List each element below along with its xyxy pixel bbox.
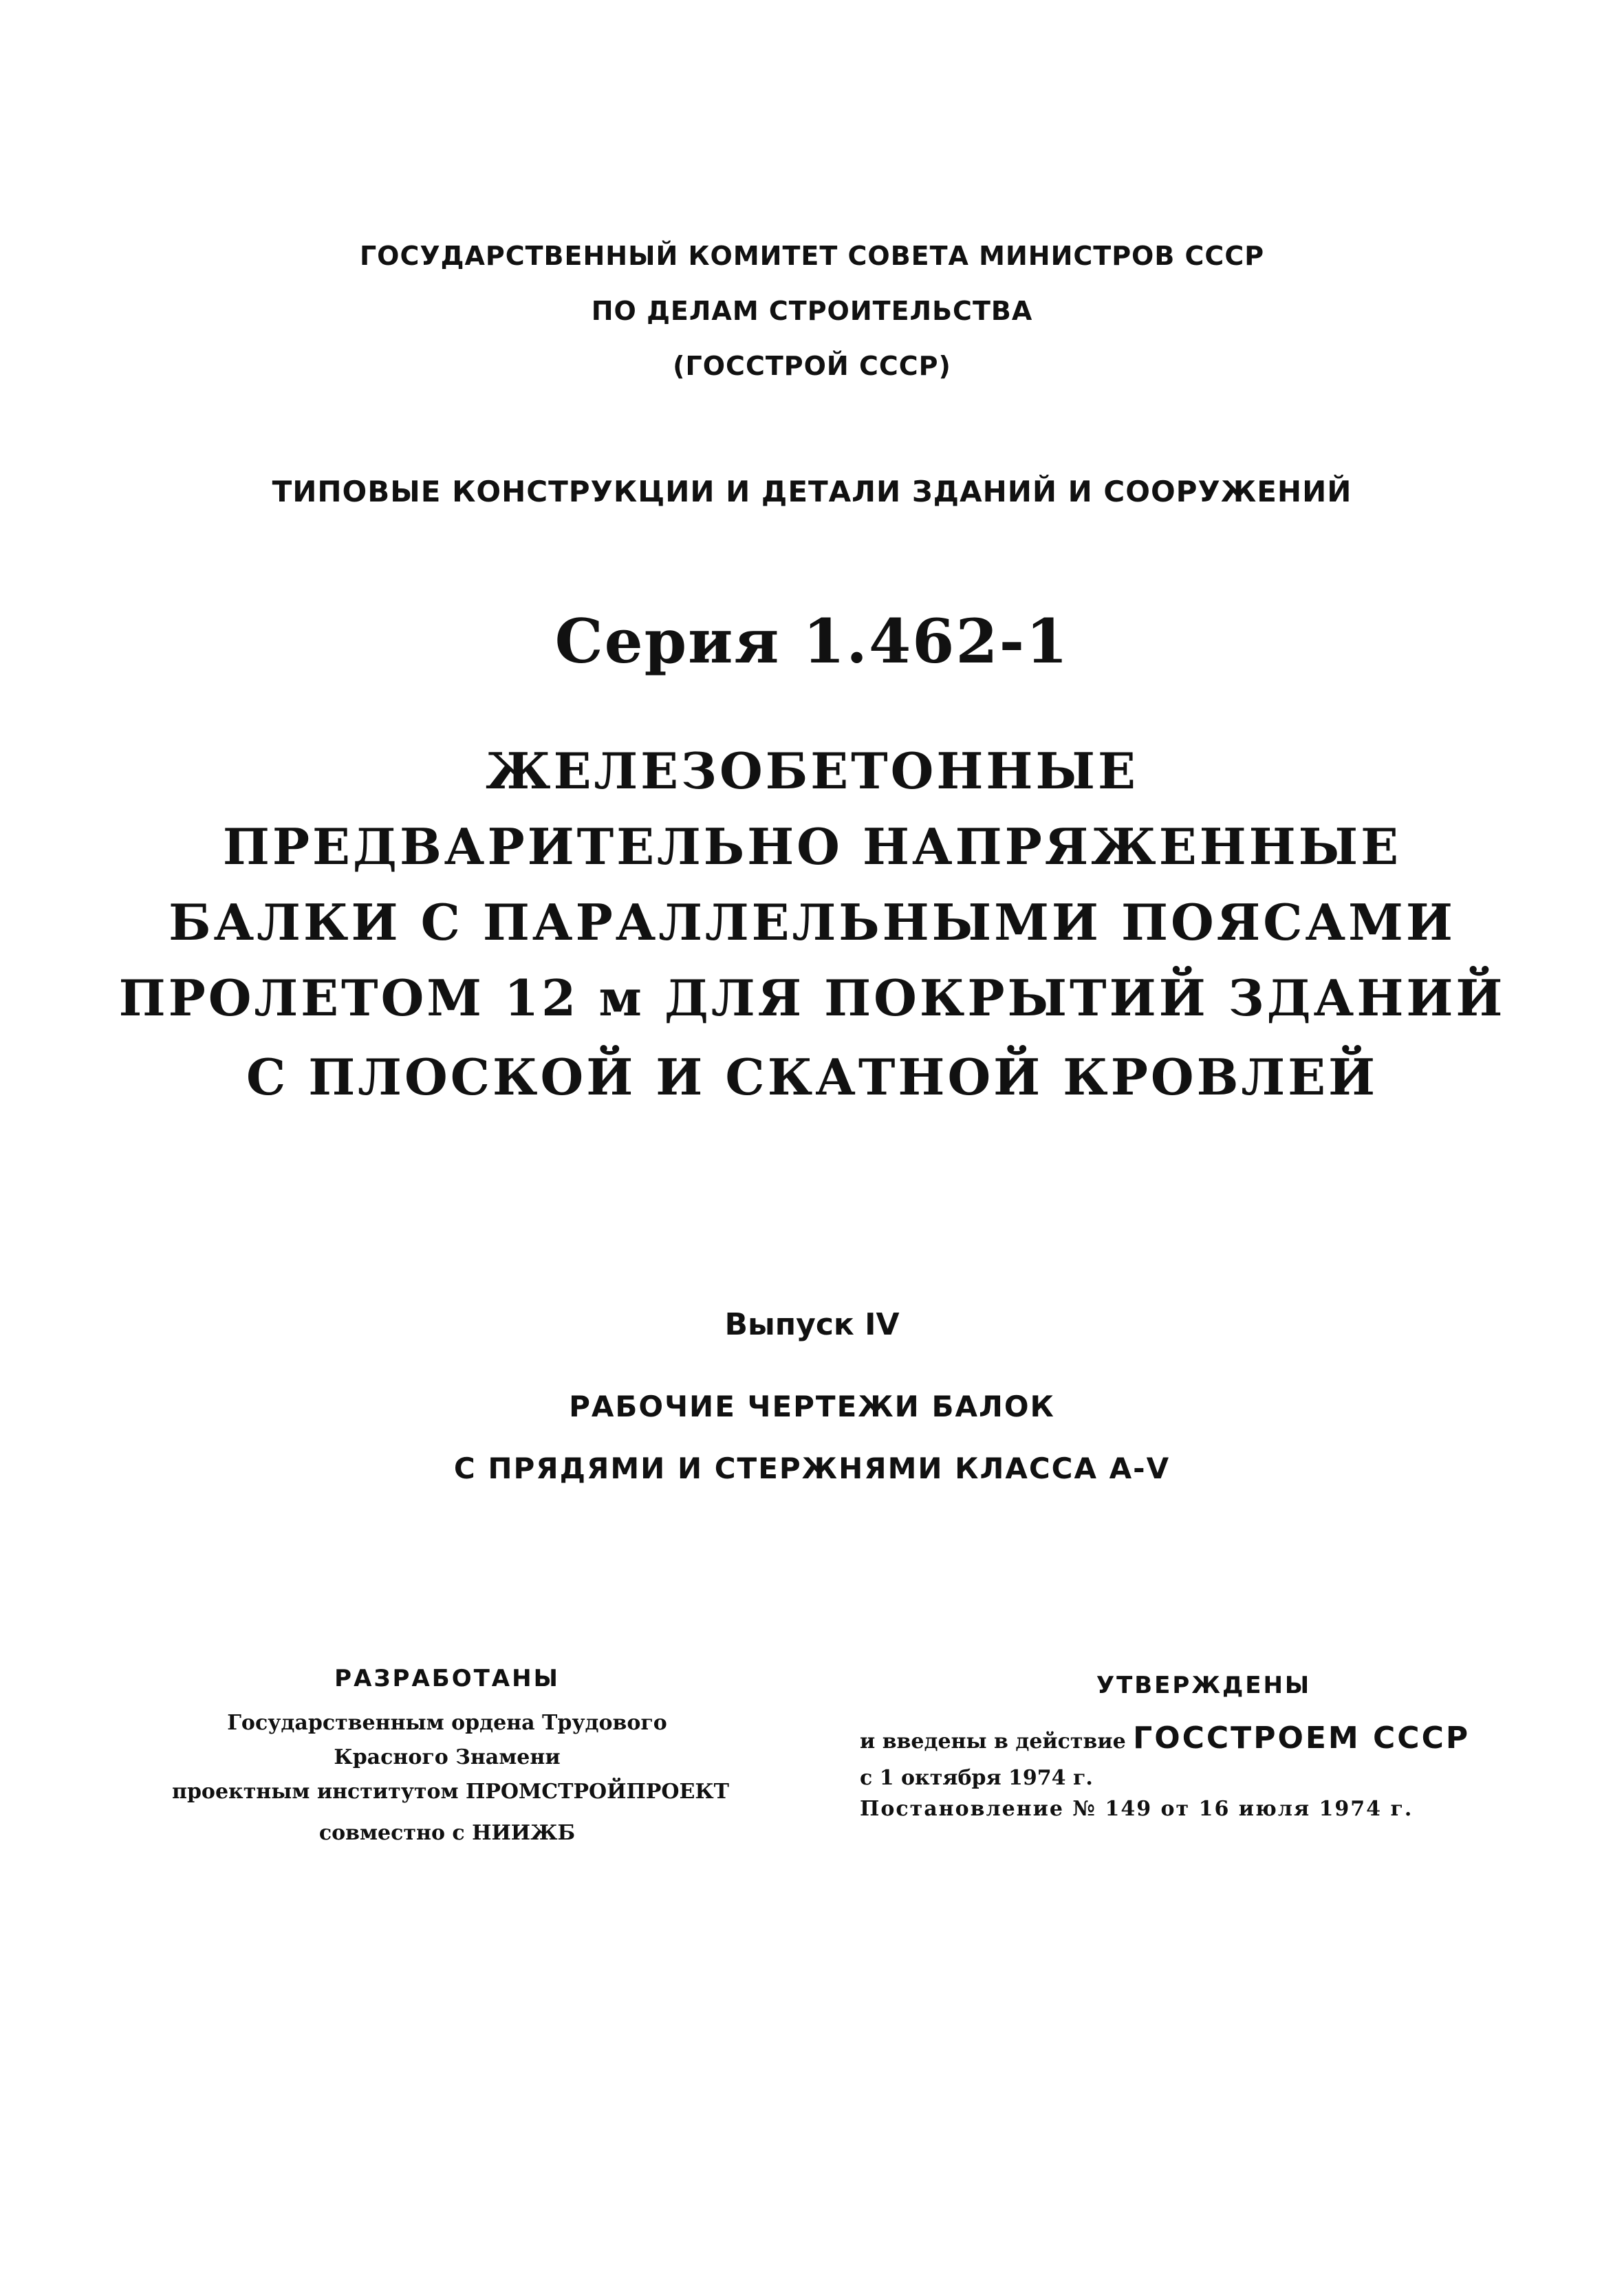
org-line-gosstroy: (ГОССТРОЙ СССР) <box>673 351 951 381</box>
approved-decree: Постановление № 149 от 16 июля 1974 г. <box>860 1797 1414 1821</box>
issue-subtitle-line-1: РАБОЧИЕ ЧЕРТЕЖИ БАЛОК <box>569 1390 1055 1423</box>
org-line-construction: ПО ДЕЛАМ СТРОИТЕЛЬСТВА <box>591 296 1033 326</box>
title-line-2: ПРЕДВАРИТЕЛЬНО НАПРЯЖЕННЫЕ <box>222 817 1402 876</box>
approved-line-1-prefix: и введены в действие <box>860 1729 1126 1754</box>
developed-line-2: Красного Знамени <box>334 1745 561 1769</box>
org-line-committee: ГОСУДАРСТВЕННЫЙ КОМИТЕТ СОВЕТА МИНИСТРОВ СССР <box>359 241 1265 271</box>
issue-label: Выпуск IV <box>724 1307 900 1342</box>
approved-date: с 1 октября 1974 г. <box>860 1766 1093 1790</box>
developed-line-1: Государственным ордена Трудового <box>227 1711 667 1735</box>
issue-subtitle-line-2: С ПРЯДЯМИ И СТЕРЖНЯМИ КЛАССА А-V <box>453 1452 1171 1485</box>
series-number: Серия 1.462-1 <box>554 605 1070 677</box>
title-line-4: ПРОЛЕТОМ 12 м ДЛЯ ПОКРЫТИЙ ЗДАНИЙ <box>118 969 1506 1027</box>
series-heading: ТИПОВЫЕ КОНСТРУКЦИИ И ДЕТАЛИ ЗДАНИЙ И СООРУЖЕНИЙ <box>272 475 1352 508</box>
title-line-3: БАЛКИ С ПАРАЛЛЕЛЬНЫМИ ПОЯСАМИ <box>169 893 1455 951</box>
developed-line-4: совместно с НИИЖБ <box>318 1821 576 1845</box>
approved-org: ГОССТРОЕМ СССР <box>1133 1721 1471 1756</box>
developed-line-3: проектным институтом ПРОМСТРОЙПРОЕКТ <box>172 1780 729 1804</box>
developed-heading: РАЗРАБОТАНЫ <box>334 1665 560 1692</box>
approved-line-1 <box>860 1723 1470 1754</box>
title-line-1: ЖЕЛЕЗОБЕТОННЫЕ <box>486 742 1138 800</box>
approved-heading: УТВЕРЖДЕНЫ <box>1096 1672 1312 1699</box>
title-line-5: С ПЛОСКОЙ И СКАТНОЙ КРОВЛЕЙ <box>246 1048 1378 1106</box>
